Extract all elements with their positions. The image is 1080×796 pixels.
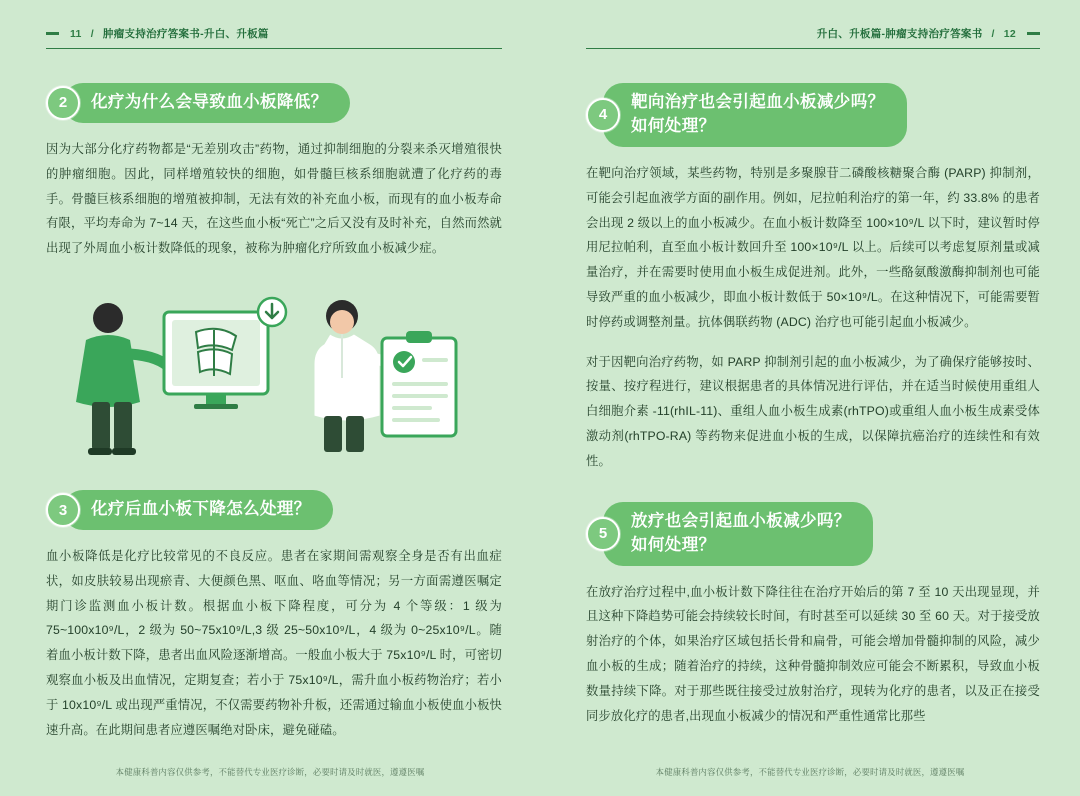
right-page-footer: 本健康科普内容仅供参考，不能替代专业医疗诊断，必要时请及时就医，遵遵医嘱 <box>655 767 965 777</box>
question-4-paragraph-2: 对于因靶向治疗药物，如 PARP 抑制剂引起的血小板减少，为了确保疗能够按时、按量、按疗程进行，建议根据患者的具体情况进行评估，并在适当时候使用重组人白细胞介素 -11(rhIL-11)、重组人血小板生成素(rhTPO)或重组人血小板生成素受体激动剂(rhTPO-RA) 等药物来促进血小板的生成，以保障抗癌治疗的连续性和有效性。 <box>586 354 1040 468</box>
left-header-title: 肿瘤支持治疗答案书-升白、升板篇 <box>102 28 269 40</box>
header-rule-icon <box>1027 32 1040 35</box>
question-5-paragraph-1: 在放疗治疗过程中,血小板计数下降往往在治疗开始后的第 7 至 10 天出现显现，并且这种下降趋势可能会持续较长时间，有时甚至可以延续 30 至 60 天。对于接受放射治疗的个体，如果治疗区域包括长骨和扁骨，可能会增加骨髓抑制的风险，减少血小板的生成；随着治疗的持续，这种骨髓抑制效应可能会不断累积，导致血小板数量持续下降。对于那些既往接受过放射治疗，现转为化疗的患者，以及正在接受同步放化疗的患者,出现血小板减少的情况和严重性通常比那些 <box>586 584 1040 723</box>
question-block-3 <box>46 490 502 530</box>
question-title-3 <box>63 490 333 530</box>
question-title-3-line-1: 化疗后血小板下降怎么处理？ <box>91 500 311 519</box>
right-page-header <box>586 26 1040 49</box>
question-3-paragraph-1: 血小板降低是化疗比较常见的不良反应。患者在家期间需观察全身是否有出血症状，如皮肤较易出现瘀青、大便颜色黑、呕血、咯血等情况；另一方面需遵医嘱定期门诊监测血小板计数。根据血小板下降程度，可分为 4 个等级：1 级为 75~100x10⁹/L，2 级为 50~75x10⁹/L,3 级 25~50x10⁹/L，4 级为 0~25x10⁹/L。随着血小板计数下降，患者出血风险逐渐增高。一般血小板大于 75x10⁹/L 时，可密切观察血小板及出血情况，定期复查；若小于 75x10⁹/L，需升血小板药物治疗；若小于 10x10⁹/L 或出现严重情况，不仅需要药物补升板，还需通过输血小板使血小板快速升高。在此期间患者应遵医嘱绝对卧床，避免碰磕。 <box>46 548 502 737</box>
question-title-4-line-2: 如何处理？ <box>631 116 716 135</box>
question-badge-3: 3 <box>46 493 80 527</box>
right-header-title: 升白、升板篇-肿瘤支持治疗答案书 <box>816 28 983 40</box>
question-block-4 <box>586 83 1040 147</box>
question-title-5-line-2: 如何处理？ <box>631 535 716 554</box>
doctor-patient-xray-icon <box>46 276 502 456</box>
question-title-4 <box>603 83 907 147</box>
question-title-2 <box>63 83 350 123</box>
question-block-5 <box>586 502 1040 566</box>
question-title-5-line-1: 放疗也会引起血小板减少吗？ <box>631 511 851 530</box>
question-2-paragraph-1: 因为大部分化疗药物都是“无差别攻击”药物，通过抑制细胞的分裂来杀灭增殖很快的肿瘤细胞。因此，同样增殖较快的细胞，如骨髓巨核系细胞就遭了化疗药的毒手。骨髓巨核系细胞的增殖被抑制，无法有效的补充血小板，而现有的血小板寿命有限，平均寿命为 7~14 天，在这些血小板“死亡”之后又没有及时补充，自然而然就出现了外周血小板计数降低的现象，被称为肿瘤化疗所致血小板减少症。 <box>46 141 502 256</box>
right-page <box>540 0 1080 796</box>
question-block-2 <box>46 83 502 123</box>
question-badge-4: 4 <box>586 98 620 132</box>
question-4-paragraph-1: 在靶向治疗领域，某些药物，特别是多聚腺苷二磷酸核糖聚合酶 (PARP) 抑制剂，可能会引起血液学方面的副作用。例如，尼拉帕利治疗的第一年，约 33.8% 的患者会出现 2 级以上的血小板减少。在血小板计数降至 100×10⁹/L 以下时，建议暂时停用尼拉帕利，直至血小板计数回升至 100×10⁹/L 以上。后续可以考虑复原剂量或减量治疗，并在需要时使用血小板生成促进剂。此外，一些酪氨酸激酶抑制剂也可能导致严重的血小板减少，即血小板计数低于 50×10⁹/L。在这种情况下，可能需要暂时停药或调整剂量。抗体偶联药物 (ADC) 治疗也可能引起血小板减少。 <box>586 165 1040 329</box>
question-title-2-line-1: 化疗为什么会导致血小板降低？ <box>91 93 328 111</box>
right-header-separator: / <box>991 27 995 40</box>
header-rule-icon <box>46 32 59 35</box>
left-page-footer: 本健康科普内容仅供参考，不能替代专业医疗诊断，必要时请及时就医，遵遵医嘱 <box>115 767 425 777</box>
left-page-header <box>46 26 502 49</box>
question-badge-5: 5 <box>586 517 620 551</box>
left-header-separator: / <box>90 27 94 40</box>
left-page-number: 11 <box>70 27 82 40</box>
illustration-container <box>46 276 502 456</box>
question-title-4-line-1: 靶向治疗也会引起血小板减少吗？ <box>631 93 885 111</box>
right-page-number: 12 <box>1003 27 1016 40</box>
question-badge-2: 2 <box>46 86 80 120</box>
question-title-5 <box>603 502 873 566</box>
